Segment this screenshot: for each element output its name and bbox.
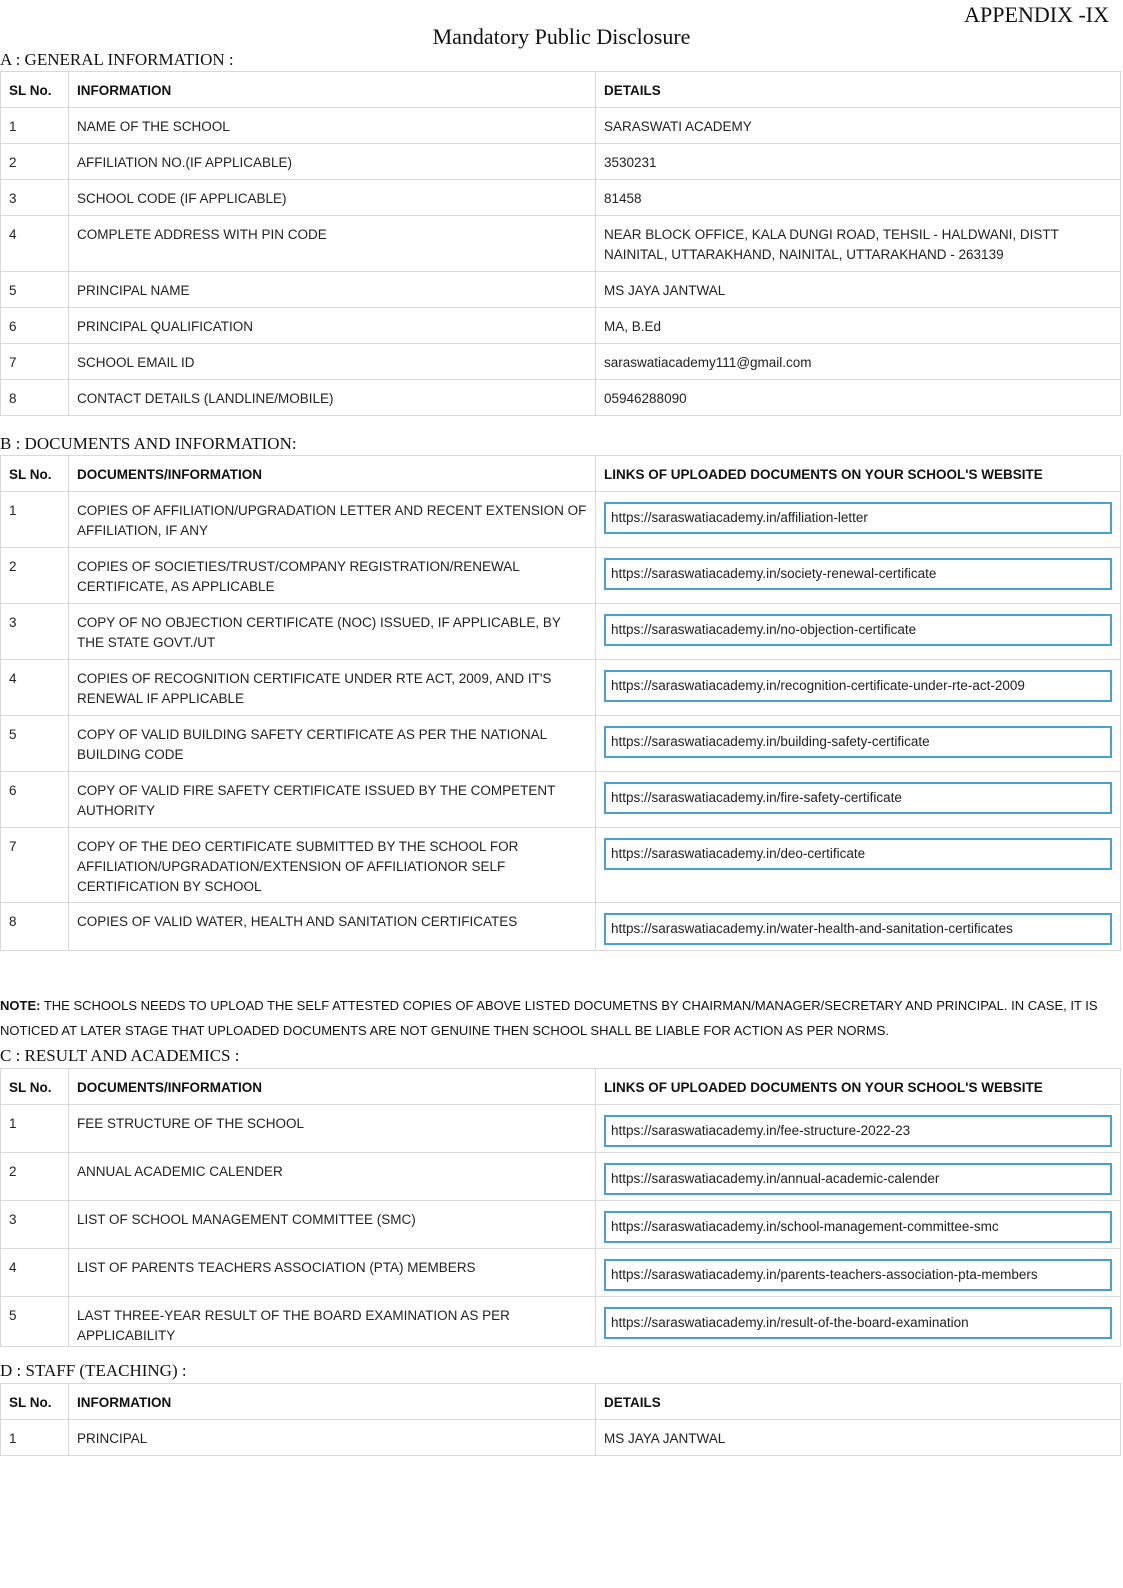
link-cell bbox=[596, 604, 1121, 660]
document-cell: COPY OF VALID FIRE SAFETY CERTIFICATE ISSUED BY THE COMPETENT AUTHORITY bbox=[69, 772, 596, 828]
result-academics-table bbox=[0, 1068, 1121, 1347]
table-row bbox=[1, 903, 1121, 951]
note-label: NOTE: bbox=[0, 998, 41, 1013]
table-row bbox=[1, 180, 1121, 216]
sl-no-cell: 3 bbox=[1, 180, 69, 216]
document-cell: LAST THREE-YEAR RESULT OF THE BOARD EXAMINATION AS PER APPLICABILITY bbox=[69, 1297, 596, 1347]
page-title: Mandatory Public Disclosure bbox=[432, 24, 691, 49]
document-cell: COPIES OF VALID WATER, HEALTH AND SANITATION CERTIFICATES bbox=[69, 903, 596, 951]
document-link-field[interactable]: https://saraswatiacademy.in/fee-structure-2022-23 bbox=[604, 1115, 1112, 1147]
table-header-row bbox=[1, 72, 1121, 108]
link-cell bbox=[596, 1153, 1121, 1201]
document-cell: COPY OF VALID BUILDING SAFETY CERTIFICATE AS PER THE NATIONAL BUILDING CODE bbox=[69, 716, 596, 772]
document-link-field[interactable]: https://saraswatiacademy.in/society-renewal-certificate bbox=[604, 558, 1112, 590]
table-row bbox=[1, 1105, 1121, 1153]
link-cell bbox=[596, 1297, 1121, 1347]
section-d-heading: D : STAFF (TEACHING) : bbox=[0, 1361, 187, 1380]
sl-no-cell: 1 bbox=[1, 1420, 69, 1456]
document-link-field[interactable]: https://saraswatiacademy.in/water-health-and-sanitation-certificates bbox=[604, 913, 1112, 945]
table-row bbox=[1, 1297, 1121, 1347]
header-sl-no: SL No. bbox=[1, 72, 69, 108]
note-text: THE SCHOOLS NEEDS TO UPLOAD THE SELF ATTESTED COPIES OF ABOVE LISTED DOCUMETNS BY CHAIRMAN/MANAGER/SECRETARY AND PRINCIPAL. IN CASE, IT IS NOTICED AT LATER STAGE THAT UPLOADED DOCUMENTS ARE NOT GENUINE THEN SCHOOL SHALL BE LIABLE FOR ACTION AS PER NORMS. bbox=[0, 998, 1098, 1038]
document-link-field[interactable]: https://saraswatiacademy.in/school-management-committee-smc bbox=[604, 1211, 1112, 1243]
header-documents: DOCUMENTS/INFORMATION bbox=[69, 1069, 596, 1105]
document-cell: COPIES OF RECOGNITION CERTIFICATE UNDER RTE ACT, 2009, AND IT'S RENEWAL IF APPLICABLE bbox=[69, 660, 596, 716]
document-link-field[interactable]: https://saraswatiacademy.in/recognition-certificate-under-rte-act-2009 bbox=[604, 670, 1112, 702]
details-cell: SARASWATI ACADEMY bbox=[596, 108, 1121, 144]
information-cell: AFFILIATION NO.(IF APPLICABLE) bbox=[69, 144, 596, 180]
table-row bbox=[1, 1249, 1121, 1297]
information-cell: PRINCIPAL bbox=[69, 1420, 596, 1456]
link-cell bbox=[596, 903, 1121, 951]
sl-no-cell: 7 bbox=[1, 828, 69, 903]
sl-no-cell: 2 bbox=[1, 548, 69, 604]
table-row bbox=[1, 272, 1121, 308]
note-paragraph bbox=[0, 993, 1115, 1043]
details-cell: 81458 bbox=[596, 180, 1121, 216]
section-b-heading: B : DOCUMENTS AND INFORMATION: bbox=[0, 434, 297, 453]
table-row bbox=[1, 716, 1121, 772]
link-cell bbox=[596, 660, 1121, 716]
sl-no-cell: 4 bbox=[1, 1249, 69, 1297]
table-row bbox=[1, 1153, 1121, 1201]
sl-no-cell: 6 bbox=[1, 772, 69, 828]
documents-information-table bbox=[0, 455, 1121, 951]
link-cell bbox=[596, 548, 1121, 604]
table-header-row bbox=[1, 1384, 1121, 1420]
table-row bbox=[1, 144, 1121, 180]
information-cell: PRINCIPAL QUALIFICATION bbox=[69, 308, 596, 344]
document-link-field[interactable]: https://saraswatiacademy.in/annual-academic-calender bbox=[604, 1163, 1112, 1195]
table-row bbox=[1, 492, 1121, 548]
table-row bbox=[1, 828, 1121, 903]
contact-cell: 05946288090 bbox=[596, 380, 1121, 416]
document-link-field[interactable]: https://saraswatiacademy.in/building-safety-certificate bbox=[604, 726, 1112, 758]
document-cell: LIST OF SCHOOL MANAGEMENT COMMITTEE (SMC) bbox=[69, 1201, 596, 1249]
link-cell bbox=[596, 716, 1121, 772]
table-row bbox=[1, 216, 1121, 272]
document-link-field[interactable]: https://saraswatiacademy.in/parents-teachers-association-pta-members bbox=[604, 1259, 1112, 1291]
appendix-label: APPENDIX -IX bbox=[964, 2, 1109, 27]
table-header-row bbox=[1, 1069, 1121, 1105]
sl-no-cell: 8 bbox=[1, 380, 69, 416]
document-cell: COPY OF NO OBJECTION CERTIFICATE (NOC) ISSUED, IF APPLICABLE, BY THE STATE GOVT./UT bbox=[69, 604, 596, 660]
details-cell: NEAR BLOCK OFFICE, KALA DUNGI ROAD, TEHSIL - HALDWANI, DISTT NAINITAL, UTTARAKHAND, NAINITAL, UTTARAKHAND - 263139 bbox=[596, 216, 1121, 272]
table-row bbox=[1, 660, 1121, 716]
table-row bbox=[1, 1201, 1121, 1249]
table-row bbox=[1, 548, 1121, 604]
table-row bbox=[1, 108, 1121, 144]
sl-no-cell: 3 bbox=[1, 1201, 69, 1249]
information-cell: PRINCIPAL NAME bbox=[69, 272, 596, 308]
link-cell bbox=[596, 772, 1121, 828]
table-row bbox=[1, 344, 1121, 380]
document-cell: COPIES OF SOCIETIES/TRUST/COMPANY REGISTRATION/RENEWAL CERTIFICATE, AS APPLICABLE bbox=[69, 548, 596, 604]
header-links: LINKS OF UPLOADED DOCUMENTS ON YOUR SCHOOL'S WEBSITE bbox=[596, 456, 1121, 492]
document-link-field[interactable]: https://saraswatiacademy.in/deo-certificate bbox=[604, 838, 1112, 870]
details-cell: 3530231 bbox=[596, 144, 1121, 180]
sl-no-cell: 5 bbox=[1, 1297, 69, 1347]
table-row bbox=[1, 380, 1121, 416]
sl-no-cell: 4 bbox=[1, 660, 69, 716]
table-row bbox=[1, 604, 1121, 660]
sl-no-cell: 8 bbox=[1, 903, 69, 951]
sl-no-cell: 5 bbox=[1, 716, 69, 772]
information-cell: CONTACT DETAILS (LANDLINE/MOBILE) bbox=[69, 380, 596, 416]
header-details: DETAILS bbox=[596, 72, 1121, 108]
header-sl-no: SL No. bbox=[1, 1384, 69, 1420]
sl-no-cell: 1 bbox=[1, 492, 69, 548]
table-row bbox=[1, 1420, 1121, 1456]
email-cell: saraswatiacademy111@gmail.com bbox=[596, 344, 1121, 380]
header-details: DETAILS bbox=[596, 1384, 1121, 1420]
sl-no-cell: 3 bbox=[1, 604, 69, 660]
general-information-table bbox=[0, 71, 1121, 416]
link-cell bbox=[596, 1249, 1121, 1297]
table-header-row bbox=[1, 456, 1121, 492]
document-link-field[interactable]: https://saraswatiacademy.in/fire-safety-certificate bbox=[604, 782, 1112, 814]
information-cell: SCHOOL EMAIL ID bbox=[69, 344, 596, 380]
sl-no-cell: 1 bbox=[1, 1105, 69, 1153]
section-c-heading: C : RESULT AND ACADEMICS : bbox=[0, 1046, 240, 1065]
details-cell: MS JAYA JANTWAL bbox=[596, 1420, 1121, 1456]
document-cell: ANNUAL ACADEMIC CALENDER bbox=[69, 1153, 596, 1201]
header-information: INFORMATION bbox=[69, 72, 596, 108]
staff-teaching-table bbox=[0, 1383, 1121, 1456]
document-cell: FEE STRUCTURE OF THE SCHOOL bbox=[69, 1105, 596, 1153]
sl-no-cell: 4 bbox=[1, 216, 69, 272]
link-cell bbox=[596, 1201, 1121, 1249]
document-cell: LIST OF PARENTS TEACHERS ASSOCIATION (PTA) MEMBERS bbox=[69, 1249, 596, 1297]
table-row bbox=[1, 772, 1121, 828]
details-cell: MA, B.Ed bbox=[596, 308, 1121, 344]
sl-no-cell: 2 bbox=[1, 144, 69, 180]
section-a-heading: A : GENERAL INFORMATION : bbox=[0, 50, 234, 69]
document-link-field[interactable]: https://saraswatiacademy.in/affiliation-letter bbox=[604, 502, 1112, 534]
table-row bbox=[1, 308, 1121, 344]
details-cell: MS JAYA JANTWAL bbox=[596, 272, 1121, 308]
sl-no-cell: 5 bbox=[1, 272, 69, 308]
document-cell: COPY OF THE DEO CERTIFICATE SUBMITTED BY THE SCHOOL FOR AFFILIATION/UPGRADATION/EXTENSION OF AFFILIATIONOR SELF CERTIFICATION BY SCHOOL bbox=[69, 828, 596, 903]
header-documents: DOCUMENTS/INFORMATION bbox=[69, 456, 596, 492]
information-cell: COMPLETE ADDRESS WITH PIN CODE bbox=[69, 216, 596, 272]
document-cell: COPIES OF AFFILIATION/UPGRADATION LETTER AND RECENT EXTENSION OF AFFILIATION, IF ANY bbox=[69, 492, 596, 548]
sl-no-cell: 7 bbox=[1, 344, 69, 380]
information-cell: SCHOOL CODE (IF APPLICABLE) bbox=[69, 180, 596, 216]
link-cell bbox=[596, 1105, 1121, 1153]
document-link-field[interactable]: https://saraswatiacademy.in/no-objection-certificate bbox=[604, 614, 1112, 646]
information-cell: NAME OF THE SCHOOL bbox=[69, 108, 596, 144]
document-link-field[interactable]: https://saraswatiacademy.in/result-of-the-board-examination bbox=[604, 1307, 1112, 1339]
header-sl-no: SL No. bbox=[1, 456, 69, 492]
link-cell bbox=[596, 492, 1121, 548]
header-information: INFORMATION bbox=[69, 1384, 596, 1420]
sl-no-cell: 6 bbox=[1, 308, 69, 344]
link-cell bbox=[596, 828, 1121, 903]
header-links: LINKS OF UPLOADED DOCUMENTS ON YOUR SCHOOL'S WEBSITE bbox=[596, 1069, 1121, 1105]
sl-no-cell: 1 bbox=[1, 108, 69, 144]
header-sl-no: SL No. bbox=[1, 1069, 69, 1105]
sl-no-cell: 2 bbox=[1, 1153, 69, 1201]
